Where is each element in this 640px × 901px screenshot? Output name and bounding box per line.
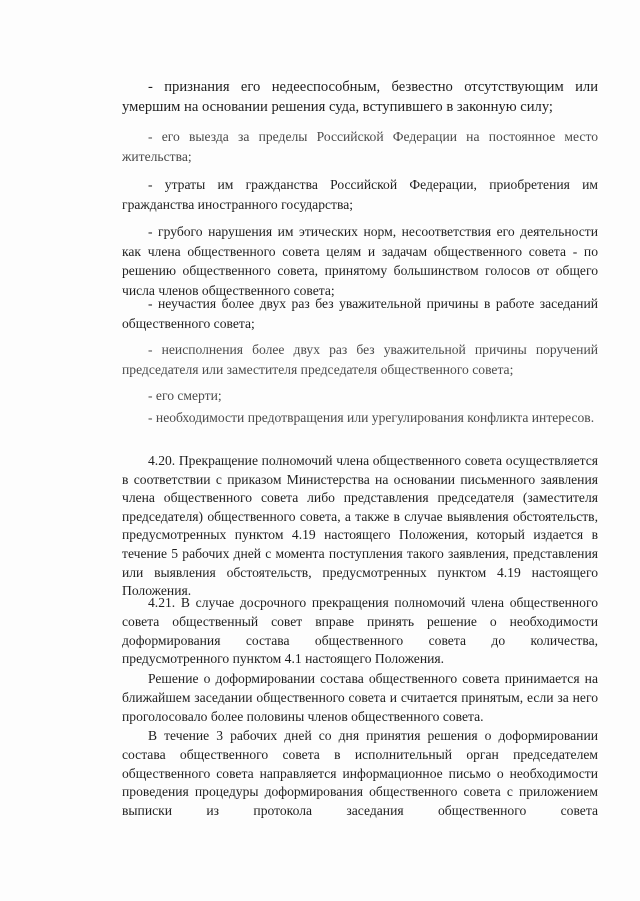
paragraph-ethics: - грубого нарушения им этических норм, несоответствия его деятельности как члена общественного совета целям и задачам общественного совета - по решению общественного совета, принятому большинством голосов от общего числа членов общественного совета; xyxy=(122,224,598,298)
paragraph-nonfulfillment: - неисполнения более двух раз без уважительной причины поручений председателя или заместителя председателя общественного совета; xyxy=(122,342,598,377)
paragraph-departure: - его выезда за пределы Российской Федерации на постоянное место жительства; xyxy=(122,129,598,164)
paragraph-death: - его смерти; xyxy=(148,388,222,403)
paragraph-citizenship: - утраты им гражданства Российской Федерации, приобретения им гражданства иностранного государства; xyxy=(122,177,598,212)
paragraph-4-20: 4.20. Прекращение полномочий члена общественного совета осуществляется в соответствии с приказом Министерства на основании письменного заявления члена общественного совета либо представления председателя (заместителя председателя) общественного совета, а также в случае выявления обстоятельств, предусмотренных пунктом 4.19 настоящего Положения, который издается в течение 5 рабочих дней с момента поступления такого заявления, представления или выявления обстоятельств, предусмотренных пунктом 4.19 настоящего Положения. xyxy=(122,453,598,599)
paragraph-4-21: 4.21. В случае досрочного прекращения полномочий члена общественного совета общественный совет вправе принять решение о необходимости доформирования состава общественного совета до количества, предусмотренного пунктом 4.1 настоящего Положения. xyxy=(122,595,598,667)
paragraph-absence: - неучастия более двух раз без уважительной причины в работе заседаний общественного совета; xyxy=(122,296,598,331)
paragraph-conflict: - необходимости предотвращения или урегулирования конфликта интересов. xyxy=(148,410,595,425)
paragraph-three-days: В течение 3 рабочих дней со дня принятия решения о доформировании состава общественного совета в исполнительный орган председателем общественного совета направляется информационное письмо о необходимости проведения процедуры доформирования общественного совета с приложением выписки из протокола заседания общественного совета xyxy=(122,728,598,819)
paragraph-incapacity: - признания его недееспособным, безвестно отсутствующим или умершим на основании решения суда, вступившего в законную силу; xyxy=(122,79,598,115)
paragraph-decision: Решение о доформировании состава общественного совета принимается на ближайшем заседании общественного совета и считается принятым, если за него проголосовало более половины членов общественного совета. xyxy=(122,671,598,724)
